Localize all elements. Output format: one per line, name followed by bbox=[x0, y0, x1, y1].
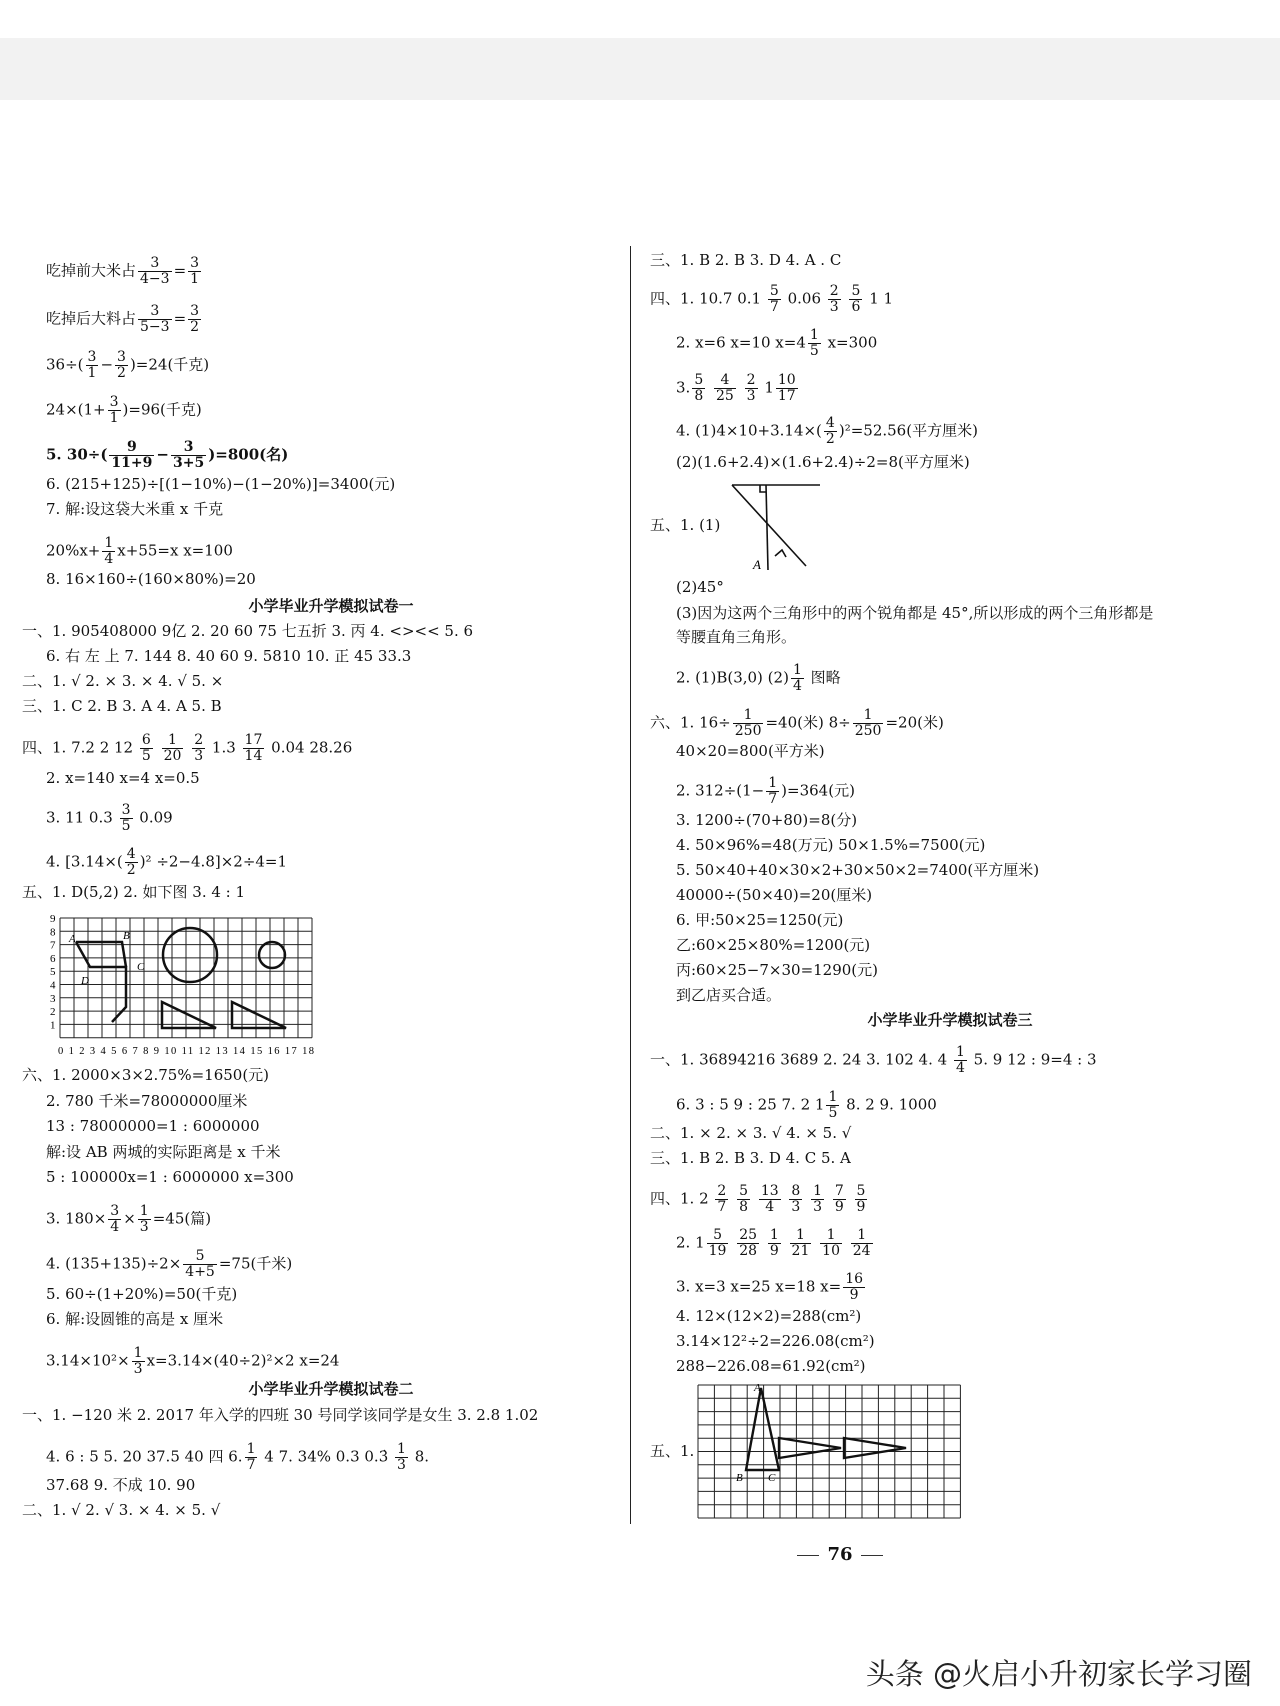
line: 6. 甲:50×25=1250(元) bbox=[676, 911, 844, 929]
denominator: 250 bbox=[854, 723, 882, 739]
denominator: 7 bbox=[717, 1199, 727, 1215]
denominator: 4 bbox=[104, 551, 114, 567]
line: 四、1. 10.7 0.1 $\frac{5}{7}$ 0.06 $\frac{2}{3}$ $\frac{5}{6}$ 1 1 bbox=[650, 283, 894, 315]
triangle-figure bbox=[716, 478, 826, 578]
denominator: 3 bbox=[829, 299, 839, 315]
line: (2)(1.6+2.4)×(1.6+2.4)÷2=8(平方厘米) bbox=[676, 453, 970, 471]
denominator: 9 bbox=[849, 1287, 859, 1303]
point-label: C bbox=[768, 1472, 776, 1484]
line: 2. 1 $\frac{5}{19}$ $\frac{25}{28}$ $\frac{1}{9}$ $\frac{1}{21}$ $\frac{1}{10}$ $\frac{1}{24}$ bbox=[676, 1227, 871, 1259]
line: 一、1. 905408000 9亿 2. 20 60 75 七五折 3. 丙 4. <><< 5. 6 bbox=[22, 622, 474, 640]
line: 一、1. 36894216 3689 2. 24 3. 102 4. 4 $\frac{1}{4}$ 5. 9 12 : 9=4 : 3 bbox=[650, 1044, 1097, 1076]
watermark: 头条 @火启小升初家长学习圈 bbox=[865, 1657, 1252, 1691]
fraction bbox=[108, 395, 121, 426]
line: 五、1. D(5,2) 2. 如下图 3. 4 : 1 bbox=[22, 883, 246, 901]
numerator: 2 bbox=[194, 732, 204, 748]
column-divider bbox=[630, 246, 631, 1524]
fraction bbox=[808, 328, 821, 359]
line: 3. x=3 x=25 x=18 x= $\frac{16}{9}$ bbox=[676, 1271, 864, 1303]
point-label: C bbox=[137, 961, 145, 973]
denominator: 9 bbox=[834, 1199, 844, 1215]
numerator: 1 bbox=[768, 775, 778, 791]
denominator: 3 bbox=[813, 1199, 823, 1215]
fraction bbox=[138, 304, 172, 335]
numerator: 1 bbox=[133, 1345, 143, 1361]
numerator: 1 bbox=[820, 1228, 842, 1244]
numerator: 5 bbox=[707, 1228, 729, 1244]
fraction bbox=[759, 1184, 781, 1215]
line: 吃掉前大米占 $\frac{3}{4-3}$ = $\frac{3}{1}$ bbox=[46, 255, 200, 287]
numerator: 5 bbox=[769, 283, 779, 299]
line: 5 : 100000x=1 : 6000000 x=300 bbox=[46, 1168, 294, 1186]
line: 三、1. B 2. B 3. D 4. C 5. A bbox=[650, 1149, 851, 1167]
line: 4. 50×96%=48(万元) 50×1.5%=7500(元) bbox=[676, 836, 986, 854]
denominator: 7 bbox=[769, 299, 779, 315]
denominator: 19 bbox=[708, 1243, 727, 1259]
fraction bbox=[820, 1228, 842, 1259]
line: 2. 780 千米=78000000厘米 bbox=[46, 1092, 248, 1110]
denominator: 3+5 bbox=[172, 455, 205, 471]
numerator: 9 bbox=[109, 440, 154, 456]
line: 3.14×10²× $\frac{1}{3}$ x=3.14×(40÷2)²×2 x=24 bbox=[46, 1345, 340, 1377]
fraction bbox=[849, 284, 862, 315]
denominator: 9 bbox=[769, 1243, 779, 1259]
fraction bbox=[776, 373, 798, 404]
line: 六、1. 2000×3×2.75%=1650(元) bbox=[22, 1066, 270, 1084]
point-label: A bbox=[69, 933, 76, 945]
denominator: 1 bbox=[109, 410, 119, 426]
numerator: 2 bbox=[746, 372, 756, 388]
line: 3. 1200÷(70+80)=8(分) bbox=[676, 811, 858, 829]
coordinate-grid-2 bbox=[696, 1383, 966, 1521]
y-axis-label: 4 bbox=[50, 979, 56, 992]
denominator: 17 bbox=[777, 388, 796, 404]
line: 2. x=6 x=10 x=4 $\frac{1}{5}$ x=300 bbox=[676, 327, 878, 359]
fraction bbox=[245, 1442, 258, 1473]
line: 等腰直角三角形。 bbox=[676, 628, 797, 646]
fraction bbox=[162, 733, 184, 764]
fraction bbox=[120, 803, 133, 834]
line: 5. 30÷( $\frac{9}{11+9}$ − $\frac{3}{3+5}$ )=800(名) bbox=[46, 439, 289, 471]
denominator: 3 bbox=[746, 388, 756, 404]
numerator: 5 bbox=[694, 372, 704, 388]
denominator: 1 bbox=[190, 271, 200, 287]
numerator: 1 bbox=[853, 708, 884, 724]
fraction bbox=[811, 1184, 824, 1215]
numerator: 5 bbox=[183, 1249, 217, 1265]
denominator: 7 bbox=[768, 791, 778, 807]
line: 36÷( $\frac{3}{1}$ − $\frac{3}{2}$ )=24(千克) bbox=[46, 349, 210, 381]
numerator: 1 bbox=[955, 1044, 965, 1060]
numerator: 3 bbox=[171, 440, 206, 456]
point-label: A bbox=[753, 557, 761, 572]
numerator: 1 bbox=[162, 733, 184, 749]
denominator: 2 bbox=[117, 365, 126, 381]
line: 吃掉后大料占 $\frac{3}{5-3}$ = $\frac{3}{2}$ bbox=[46, 303, 200, 335]
line: 40×20=800(平方米) bbox=[676, 742, 825, 760]
denominator: 9 bbox=[856, 1199, 866, 1215]
denominator: 6 bbox=[851, 299, 861, 315]
denominator: 5 bbox=[809, 343, 819, 359]
line: 3. 11 0.3 $\frac{3}{5}$ 0.09 bbox=[46, 802, 173, 834]
line: 4. 6 : 5 5. 20 37.5 40 四 6. $\frac{1}{7}$ 4 7. 34% 0.3 0.3̇ $\frac{1}{3}$ 8. bbox=[46, 1441, 430, 1473]
y-axis-label: 1 bbox=[50, 1019, 56, 1032]
fraction bbox=[138, 256, 172, 287]
top-bar bbox=[0, 38, 1280, 100]
line: 8. 16×160÷(160×80%)=20 bbox=[46, 570, 256, 588]
point-label: A bbox=[754, 1383, 761, 1394]
fraction bbox=[395, 1442, 408, 1473]
denominator: 14 bbox=[244, 748, 263, 764]
fraction bbox=[183, 1249, 217, 1280]
numerator: 1 bbox=[851, 1228, 873, 1244]
denominator: 21 bbox=[791, 1243, 810, 1259]
line: 二、1. √ 2. √ 3. × 4. × 5. √ bbox=[22, 1501, 221, 1519]
numerator: 4 bbox=[126, 846, 136, 862]
numerator: 1 bbox=[733, 708, 764, 724]
denominator: 25 bbox=[716, 388, 734, 404]
fraction bbox=[737, 1184, 750, 1215]
fraction bbox=[125, 847, 138, 878]
line: 二、1. √ 2. × 3. × 4. √ 5. × bbox=[22, 672, 224, 690]
fraction bbox=[826, 1090, 839, 1121]
line: 6. 3 : 5 9 : 25 7. 2 1 $\frac{1}{5}$ 8. 2 9. 1000 bbox=[676, 1089, 937, 1121]
numerator: 2 bbox=[717, 1183, 727, 1199]
denominator: 4+5 bbox=[185, 1264, 215, 1280]
fraction bbox=[791, 663, 804, 694]
line: 6. 解:设圆锥的高是 x 厘米 bbox=[46, 1310, 224, 1328]
line: 丙:60×25−7×30=1290(元) bbox=[676, 961, 879, 979]
line: 13 : 78000000=1 : 6000000 bbox=[46, 1117, 260, 1135]
section-title: 小学毕业升学模拟试卷一 bbox=[248, 597, 414, 615]
fraction bbox=[715, 1184, 728, 1215]
line: 4. (1)4×10+3.14×( $\frac{4}{2}$ )²=52.56(平方厘米) bbox=[676, 415, 978, 447]
y-axis-label: 5 bbox=[50, 966, 56, 979]
numerator: 4 bbox=[714, 373, 736, 389]
fraction bbox=[745, 373, 758, 404]
numerator: 3 bbox=[190, 255, 200, 271]
numerator: 17 bbox=[244, 732, 263, 748]
line: 五、1. (1) bbox=[650, 516, 721, 534]
fraction bbox=[108, 1204, 121, 1235]
fraction bbox=[824, 416, 837, 447]
line: 6. (215+125)÷[(1−10%)−(1−20%)]=3400(元) bbox=[46, 475, 396, 493]
fraction bbox=[855, 1184, 868, 1215]
line: 三、1. C 2. B 3. A 4. A 5. B bbox=[22, 697, 222, 715]
fraction bbox=[954, 1045, 967, 1076]
fraction bbox=[115, 350, 128, 381]
denominator: 3 bbox=[397, 1457, 406, 1473]
fraction bbox=[833, 1184, 846, 1215]
denominator: 24 bbox=[852, 1243, 871, 1259]
line: 乙:60×25×80%=1200(元) bbox=[676, 936, 871, 954]
line: 20%x+ $\frac{1}{4}$ x+55=x x=100 bbox=[46, 535, 233, 567]
numerator: 5 bbox=[739, 1183, 749, 1199]
denominator: 2 bbox=[825, 431, 835, 447]
line: 3. $\frac{5}{8}$ $\frac{4}{25}$ $\frac{2}{3}$ 1 $\frac{10}{17}$ bbox=[676, 372, 796, 404]
fraction bbox=[243, 733, 265, 764]
fraction bbox=[853, 708, 884, 739]
line: 3. 180× $\frac{3}{4}$ × $\frac{1}{3}$ =45(篇) bbox=[46, 1203, 212, 1235]
numerator: 5 bbox=[856, 1183, 866, 1199]
line: 六、1. 16÷ $\frac{1}{250}$ =40(米) 8÷ $\frac{1}{250}$ =20(米) bbox=[650, 707, 944, 739]
line: 5. 50×40+40×30×2+30×50×2=7400(平方厘米) bbox=[676, 861, 1040, 879]
y-axis-label: 6 bbox=[50, 952, 56, 965]
fraction bbox=[766, 776, 779, 807]
line: 40000÷(50×40)=20(厘米) bbox=[676, 886, 873, 904]
denominator: 5 bbox=[141, 748, 151, 764]
numerator: 1 bbox=[769, 1227, 779, 1243]
denominator: 3 bbox=[791, 1199, 801, 1215]
denominator: 5 bbox=[828, 1105, 838, 1121]
line: 2. (1)B(3,0) (2) $\frac{1}{4}$ 图略 bbox=[676, 662, 841, 694]
denominator: 1 bbox=[87, 365, 97, 381]
denominator: 2 bbox=[126, 862, 136, 878]
line: (3)因为这两个三角形中的两个锐角都是 45°,所以形成的两个三角形都是 bbox=[676, 604, 1154, 622]
fraction bbox=[171, 440, 206, 471]
line: 一、1. −120 米 2. 2017 年入学的四班 30 号同学该同学是女生 3. 2.8 1.02 bbox=[22, 1406, 539, 1424]
denominator: 7 bbox=[246, 1457, 256, 1473]
line: 4. [3.14×( $\frac{4}{2}$ )² ÷2−4.8]×2÷4=1 bbox=[46, 846, 288, 878]
line: 4. 12×(12×2)=288(cm²) bbox=[676, 1307, 862, 1325]
numerator: 3 bbox=[138, 256, 172, 272]
denominator: 20 bbox=[163, 748, 182, 764]
denominator: 10 bbox=[822, 1243, 840, 1259]
numerator: 3 bbox=[138, 304, 172, 320]
fraction bbox=[86, 350, 99, 381]
y-axis-label: 9 bbox=[50, 913, 56, 925]
line: (2)45° bbox=[676, 578, 724, 596]
line: 解:设 AB 两城的实际距离是 x 千米 bbox=[46, 1143, 281, 1161]
point-label: B bbox=[123, 930, 130, 942]
numerator: 1 bbox=[139, 1203, 149, 1219]
line: 288−226.08=61.92(cm²) bbox=[676, 1357, 866, 1375]
numerator: 6 bbox=[141, 732, 151, 748]
numerator: 1 bbox=[104, 535, 114, 551]
numerator: 1 bbox=[828, 1089, 838, 1105]
numerator: 5 bbox=[851, 283, 861, 299]
line: 6. 右 左 上 7. 144 8. 40 60 9. 5810 10. 正 45 33.3 bbox=[46, 647, 412, 665]
numerator: 3 bbox=[121, 802, 131, 818]
fraction bbox=[102, 536, 115, 567]
fraction bbox=[692, 373, 705, 404]
numerator: 13 bbox=[760, 1183, 779, 1199]
section-title: 小学毕业升学模拟试卷三 bbox=[867, 1011, 1033, 1029]
fraction bbox=[851, 1228, 873, 1259]
line: 2. 312÷(1− $\frac{1}{7}$ )=364(元) bbox=[676, 775, 855, 807]
fraction bbox=[188, 304, 201, 335]
line: 37.68 9. 不成 10. 90 bbox=[46, 1476, 196, 1494]
line: 四、1. 2 $\frac{2}{7}$ $\frac{5}{8}$ $\frac{13}{4}$ $\frac{8}{3}$ $\frac{1}{3}$ $\frac{7}{9}$ $\frac{5}{9}$ bbox=[650, 1183, 866, 1215]
numerator: 7 bbox=[834, 1183, 844, 1199]
line: 四、1. 7.2 2 12 $\frac{6}{5}$ $\frac{1}{20}$ $\frac{2}{3}$ 1.3 $\frac{17}{14}$ 0.04 28.26 bbox=[22, 732, 353, 764]
fraction bbox=[737, 1228, 759, 1259]
denominator: 4 bbox=[792, 678, 802, 694]
fraction bbox=[132, 1346, 145, 1377]
fraction bbox=[138, 1204, 151, 1235]
numerator: 3 bbox=[110, 1203, 120, 1219]
numerator: 3 bbox=[109, 394, 119, 410]
numerator: 1 bbox=[246, 1441, 256, 1457]
page-number: 76 bbox=[780, 1544, 900, 1565]
line: 7. 解:设这袋大米重 x 千克 bbox=[46, 500, 224, 518]
denominator: 8 bbox=[694, 388, 704, 404]
fraction bbox=[768, 1228, 781, 1259]
numerator: 10 bbox=[777, 372, 796, 388]
denominator: 28 bbox=[739, 1243, 758, 1259]
denominator: 4 bbox=[765, 1199, 775, 1215]
fraction bbox=[828, 284, 841, 315]
denominator: 5 bbox=[121, 818, 131, 834]
numerator: 1 bbox=[397, 1441, 406, 1457]
denominator: 250 bbox=[734, 723, 762, 739]
fraction bbox=[188, 256, 201, 287]
line: 4. (135+135)÷2× $\frac{5}{4+5}$ =75(千米) bbox=[46, 1248, 293, 1280]
coordinate-grid-1 bbox=[46, 912, 326, 1058]
numerator: 3 bbox=[87, 349, 97, 365]
line: 5. 60÷(1+20%)=50(千克) bbox=[46, 1285, 238, 1303]
denominator: 8 bbox=[739, 1199, 749, 1215]
numerator: 1 bbox=[813, 1183, 823, 1199]
fraction bbox=[714, 373, 736, 404]
x-axis-labels: 0 1 2 3 4 5 6 7 8 9 10 11 12 13 14 15 16 17 18 bbox=[58, 1046, 314, 1057]
line: 三、1. B 2. B 3. D 4. A . C bbox=[650, 251, 842, 269]
denominator: 3 bbox=[133, 1361, 143, 1377]
fraction bbox=[789, 1184, 802, 1215]
y-axis-label: 8 bbox=[50, 926, 56, 939]
denominator: 4 bbox=[110, 1219, 120, 1235]
y-axis-label: 3 bbox=[50, 992, 56, 1005]
y-axis-label: 7 bbox=[50, 939, 56, 952]
point-label: B bbox=[736, 1472, 743, 1484]
line: 到乙店买合适。 bbox=[676, 986, 782, 1004]
numerator: 1 bbox=[790, 1228, 812, 1244]
fraction bbox=[140, 733, 153, 764]
point-label: D bbox=[81, 975, 89, 987]
numerator: 8 bbox=[791, 1183, 801, 1199]
y-axis-label: 2 bbox=[50, 1006, 56, 1019]
denominator: 5−3 bbox=[140, 319, 170, 335]
denominator: 3 bbox=[194, 748, 204, 764]
denominator: 4 bbox=[955, 1060, 965, 1076]
line: 五、1. bbox=[650, 1442, 695, 1460]
numerator: 2 bbox=[829, 283, 839, 299]
fraction bbox=[768, 284, 781, 315]
numerator: 25 bbox=[739, 1227, 758, 1243]
line: 3.14×12²÷2=226.08(cm²) bbox=[676, 1332, 875, 1350]
fraction bbox=[843, 1272, 865, 1303]
denominator: 4−3 bbox=[140, 271, 170, 287]
line: 2. x=140 x=4 x=0.5 bbox=[46, 769, 200, 787]
section-title: 小学毕业升学模拟试卷二 bbox=[248, 1380, 414, 1398]
fraction bbox=[109, 440, 154, 471]
fraction bbox=[707, 1228, 729, 1259]
line: 二、1. × 2. × 3. √ 4. × 5. √ bbox=[650, 1124, 852, 1142]
numerator: 3 bbox=[117, 349, 126, 365]
numerator: 16 bbox=[845, 1271, 864, 1287]
fraction bbox=[192, 733, 205, 764]
numerator: 1 bbox=[792, 662, 802, 678]
fraction bbox=[733, 708, 764, 739]
numerator: 4 bbox=[825, 415, 835, 431]
denominator: 11+9 bbox=[111, 455, 153, 471]
denominator: 2 bbox=[190, 319, 200, 335]
numerator: 1 bbox=[809, 327, 819, 343]
denominator: 3 bbox=[139, 1219, 149, 1235]
numerator: 3 bbox=[190, 303, 200, 319]
line: 24×(1+ $\frac{3}{1}$ )=96(千克) bbox=[46, 394, 202, 426]
fraction bbox=[790, 1228, 812, 1259]
